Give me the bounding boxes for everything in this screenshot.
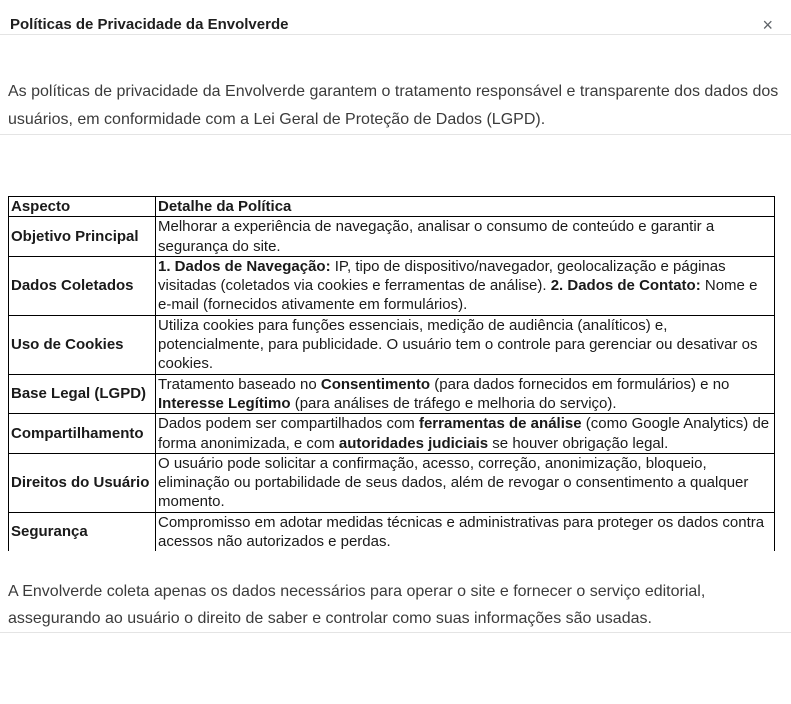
footer-paragraph: A Envolverde coleta apenas os dados necessários para operar o site e fornecer o serviço editorial, assegurando ao usuário o direito de saber e controlar como suas informações são usadas. [8, 583, 706, 628]
detail-cell: 1. Dados de Navegação: IP, tipo de dispositivo/navegador, geolocalização e páginas visitadas (coletados via cookies e ferramentas de análise). 2. Dados de Contato: Nome e e-mail (fornecidos ativamente em formulários). [156, 256, 775, 315]
aspect-cell: Uso de Cookies [9, 315, 156, 374]
aspect-cell: Direitos do Usuário [9, 453, 156, 512]
detail-cell: O usuário pode solicitar a confirmação, acesso, correção, anonimização, bloqueio, eliminação ou portabilidade de seus dados, além de revogar o consentimento a qualquer momento. [156, 453, 775, 512]
column-header-detail: Detalhe da Política [156, 197, 775, 217]
table-row [9, 512, 775, 551]
detail-cell: Melhorar a experiência de navegação, analisar o consumo de conteúdo e garantir a segurança do site. [156, 217, 775, 257]
detail-cell: Dados podem ser compartilhados com ferramentas de análise (como Google Analytics) de forma anonimizada, e com autoridades judiciais se houver obrigação legal. [156, 414, 775, 454]
column-header-aspect: Aspecto [9, 197, 156, 217]
table-row [9, 374, 775, 414]
detail-cell: Utiliza cookies para funções essenciais, medição de audiência (analíticos) e, potencialmente, para publicidade. O usuário tem o controle para gerenciar ou desativar os cookies. [156, 315, 775, 374]
aspect-cell: Base Legal (LGPD) [9, 374, 156, 414]
detail-cell: Compromisso em adotar medidas técnicas e administrativas para proteger os dados contra acessos não autorizados e perdas. [156, 512, 775, 551]
close-icon[interactable]: × [762, 15, 773, 35]
footer-divider [0, 632, 791, 633]
table-header-row [9, 197, 775, 217]
aspect-cell: Dados Coletados [9, 256, 156, 315]
intro-divider [0, 134, 791, 135]
aspect-cell: Compartilhamento [9, 414, 156, 454]
table-row [9, 414, 775, 454]
intro-paragraph: As políticas de privacidade da Envolverde garantem o tratamento responsável e transparente dos dados dos usuários, em conformidade com a Lei Geral de Proteção de Dados (LGPD). [8, 83, 779, 128]
header-divider [0, 34, 791, 35]
modal-header [0, 0, 791, 34]
table-row [9, 256, 775, 315]
table-row [9, 217, 775, 257]
policy-table [8, 196, 775, 551]
aspect-cell: Objetivo Principal [9, 217, 156, 257]
table-row [9, 315, 775, 374]
aspect-cell: Segurança [9, 512, 156, 551]
page-title: Políticas de Privacidade da Envolverde [10, 16, 289, 33]
detail-cell: Tratamento baseado no Consentimento (para dados fornecidos em formulários) e no Interesse Legítimo (para análises de tráfego e melhoria do serviço). [156, 374, 775, 414]
table-row [9, 453, 775, 512]
